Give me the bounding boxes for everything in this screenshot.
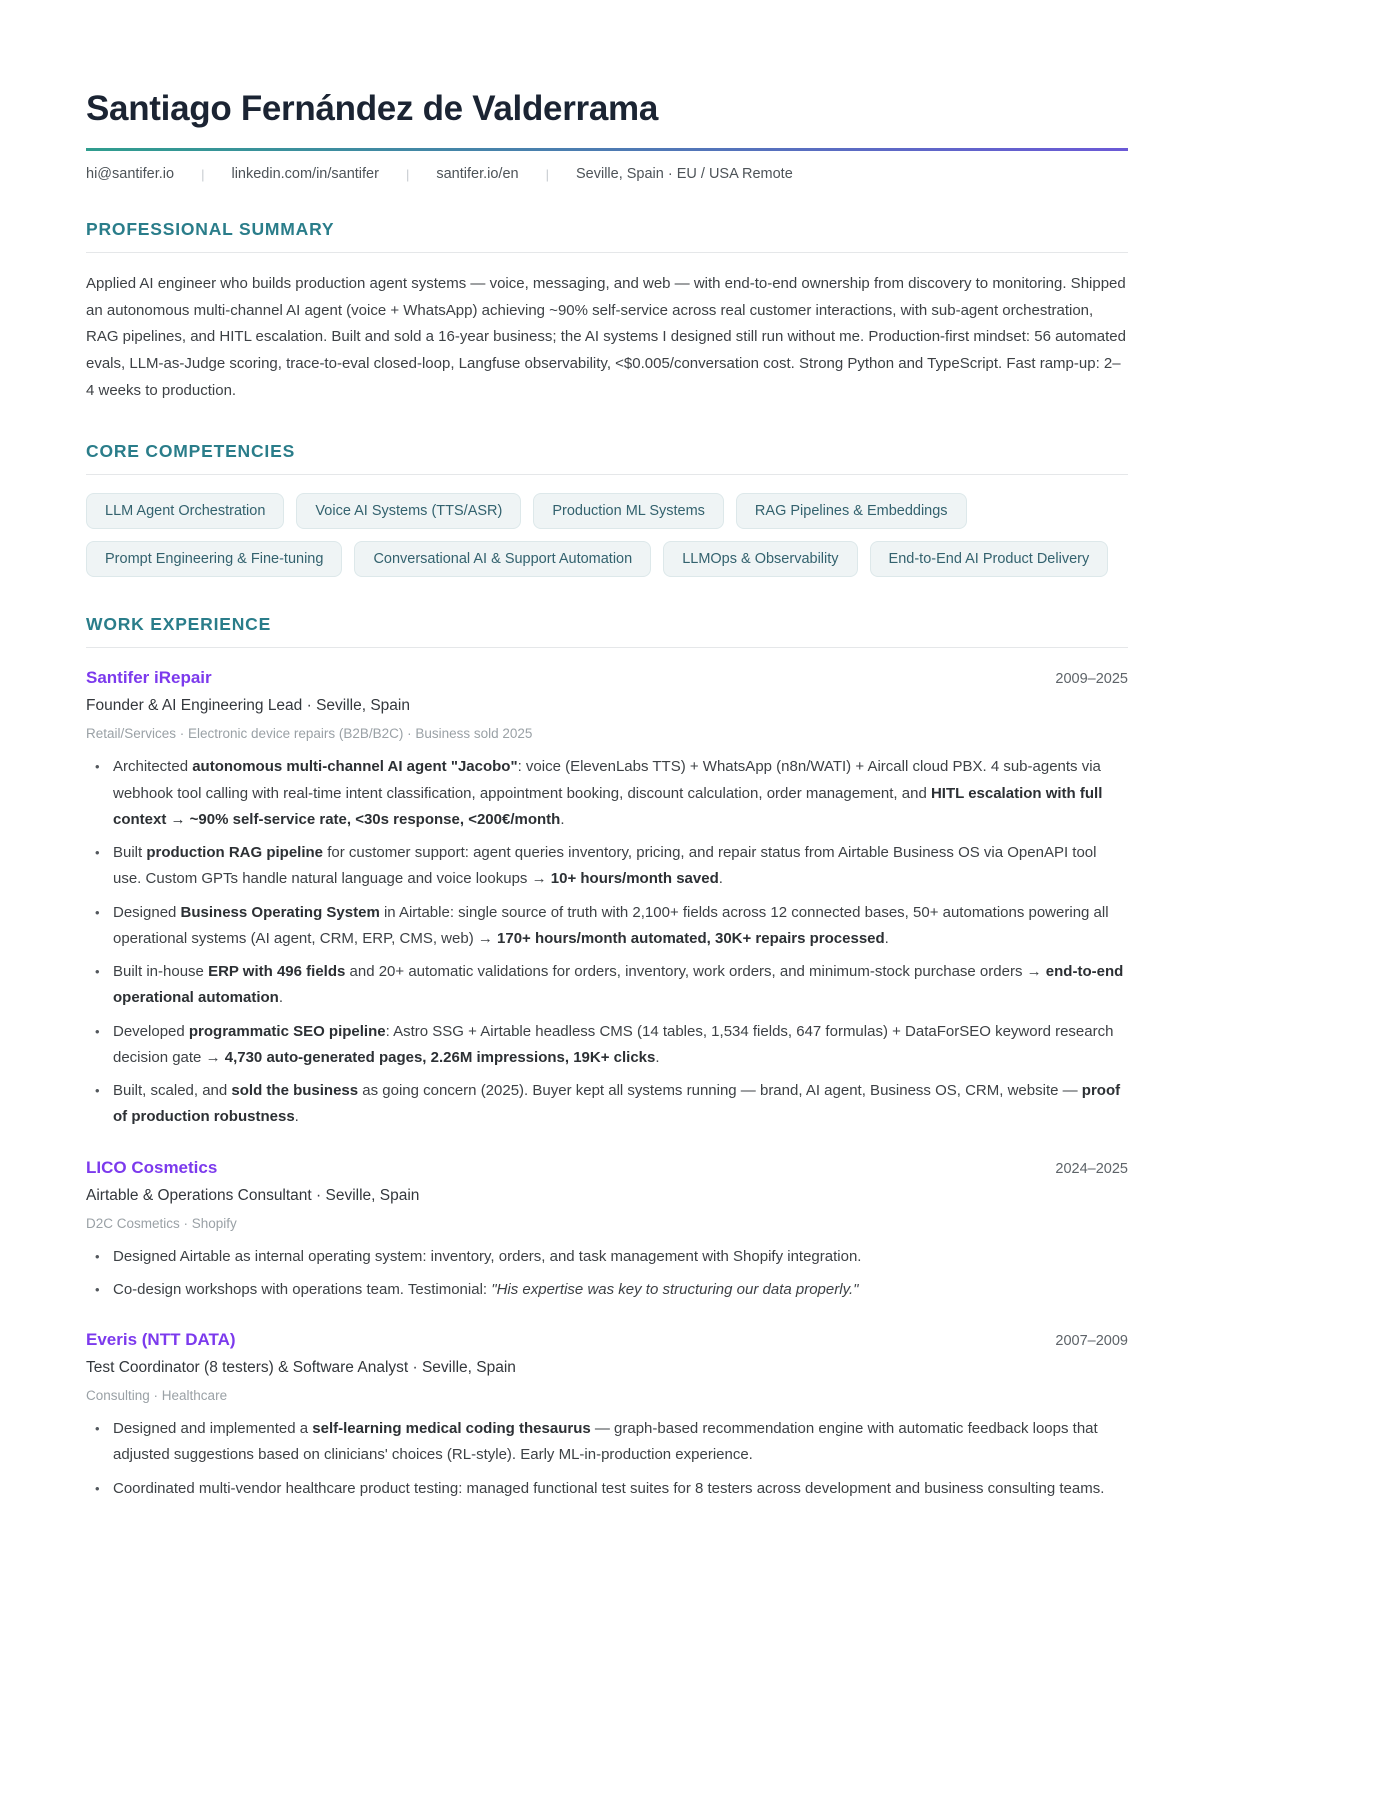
job-list (86, 668, 1128, 1502)
job-industry-meta: Retail/Services · Electronic device repairs (B2B/B2C) · Business sold 2025 (86, 726, 533, 742)
text-segment: production RAG pipeline (146, 844, 324, 862)
job-role-location: Founder & AI Engineering Lead · Seville, Spain (86, 697, 410, 715)
job-bullet (86, 1244, 1128, 1270)
contact-link[interactable]: hi@santifer.io (86, 166, 175, 182)
job-bullet (86, 1078, 1128, 1131)
job-role-location: Test Coordinator (8 testers) & Software Analyst · Seville, Spain (86, 1359, 516, 1377)
job-entry (86, 668, 1128, 1130)
contact-separator: | (405, 166, 410, 182)
text-segment: Coordinated multi-vendor healthcare product testing: managed functional test suites for 8 testers across development and business consulting teams. (113, 1479, 1105, 1497)
competency-pill: Voice AI Systems (TTS/ASR) (296, 493, 521, 529)
text-segment: Developed (113, 1022, 189, 1040)
text-segment: HITL escalation with full context → ~90% self-service rate, <30s response, <200€/month (113, 784, 1103, 828)
section-work-experience (86, 614, 1128, 1502)
text-segment: 170+ hours/month automated, 30K+ repairs processed (497, 929, 885, 947)
job-company-name: Santifer iRepair (86, 668, 212, 688)
text-segment: : voice (ElevenLabs TTS) + WhatsApp (n8n/WATI) + Aircall cloud PBX. 4 sub-agents via webhook tool calling with real-time intent classification, appointment booking, discount calculation, order management, and (113, 758, 1101, 802)
text-segment: . (278, 989, 284, 1007)
contact-separator: | (201, 166, 205, 182)
text-segment: 4,730 auto-generated pages, 2.26M impressions, 19K+ clicks (224, 1048, 656, 1066)
job-dates: 2007–2009 (1055, 1333, 1128, 1350)
job-bullet (86, 754, 1128, 833)
job-entry (86, 1158, 1128, 1304)
text-segment: self-learning medical coding thesaurus (312, 1420, 591, 1438)
text-segment: in Airtable: single source of truth with 2,100+ fields across 12 connected bases, 50+ automations powering all operational systems (AI agent, CRM, ERP, CMS, web) → (113, 903, 1109, 947)
text-segment: . (655, 1048, 660, 1066)
text-segment: Designed (113, 903, 181, 921)
job-bullet (86, 959, 1128, 1012)
text-segment: Co-design workshops with operations team. Testimonial: (113, 1280, 492, 1298)
section-core-competencies (86, 441, 1128, 577)
section-divider (86, 252, 1128, 253)
text-segment: : Astro SSG + Airtable headless CMS (14 tables, 1,534 fields, 647 formulas) + DataForSEO keyword research decision gate → (113, 1022, 1114, 1066)
competency-pill: LLMOps & Observability (663, 541, 857, 577)
competency-pill: End-to-End AI Product Delivery (870, 541, 1109, 577)
text-segment: Designed Airtable as internal operating system: inventory, orders, and task management with Shopify integration. (113, 1247, 862, 1265)
text-segment: Business Operating System (180, 903, 380, 921)
header-gradient-rule (86, 148, 1128, 151)
competency-pill: Prompt Engineering & Fine-tuning (86, 541, 342, 577)
contact-link[interactable]: santifer.io/en (436, 166, 519, 182)
job-industry-meta: D2C Cosmetics · Shopify (86, 1215, 237, 1231)
text-segment: Built, scaled, and (113, 1082, 232, 1100)
job-dates: 2009–2025 (1055, 671, 1128, 688)
text-segment: Designed and implemented a (113, 1420, 313, 1438)
job-header (86, 1158, 1128, 1178)
job-entry (86, 1330, 1128, 1502)
competency-pill: RAG Pipelines & Embeddings (736, 493, 967, 529)
text-segment: Built in-house (113, 963, 209, 981)
professional-summary-title: PROFESSIONAL SUMMARY (86, 219, 335, 239)
core-competencies-title: CORE COMPETENCIES (86, 441, 296, 462)
contact-separator: | (545, 166, 549, 182)
text-segment: autonomous multi-channel AI agent "Jacobo" (192, 758, 518, 776)
job-bullet (86, 1277, 1128, 1303)
job-dates: 2024–2025 (1055, 1160, 1128, 1177)
text-segment: . (718, 870, 723, 888)
job-company-name: LICO Cosmetics (86, 1157, 218, 1177)
job-header (86, 1330, 1128, 1350)
text-segment: sold the business (231, 1082, 359, 1100)
section-divider (86, 474, 1128, 475)
job-bullet (86, 840, 1128, 893)
job-industry-meta: Consulting · Healthcare (86, 1388, 228, 1404)
work-experience-title: WORK EXPERIENCE (86, 614, 272, 635)
section-professional-summary (86, 219, 1128, 404)
job-bullet (86, 1019, 1128, 1072)
text-segment: for customer support: agent queries inventory, pricing, and repair status from Airtable Business OS via OpenAPI tool use. Custom GPTs handle natural language and voice lookups → (113, 844, 1097, 888)
page-title: Santiago Fernández de Valderrama (86, 89, 658, 128)
contact-location: Seville, Spain · EU / USA Remote (575, 166, 793, 182)
job-bullet (86, 900, 1128, 953)
text-segment: — graph-based recommendation engine with automatic feedback loops that adjusted suggestions based on clinicians' choices (RL-style). Early ML-in-production experience. (113, 1420, 1098, 1464)
job-header (86, 668, 1128, 688)
job-bullet-list (86, 1416, 1128, 1502)
job-bullet (86, 1476, 1128, 1502)
job-company-name: Everis (NTT DATA) (86, 1330, 236, 1350)
section-divider (86, 647, 1128, 648)
text-segment: "His expertise was key to structuring our data properly." (491, 1280, 859, 1298)
text-segment: proof of production robustness (113, 1082, 1121, 1126)
text-segment: as going concern (2025). Buyer kept all systems running — brand, AI agent, Business OS, CRM, website — (358, 1082, 1082, 1100)
job-bullet-list (86, 754, 1128, 1130)
competency-pill: Production ML Systems (533, 493, 724, 529)
professional-summary-text: Applied AI engineer who builds production agent systems — voice, messaging, and web — with end-to-end ownership from discovery to monitoring. Shipped an autonomous multi-channel AI agent (voice + WhatsApp) achieving ~90% self-service across real customer interactions, with sub-agent orchestration, RAG pipelines, and HITL escalation. Built and sold a 16-year business; the AI systems I designed still run without me. Production-first mindset: 56 automated evals, LLM-as-Judge scoring, trace-to-eval closed-loop, Langfuse observability, <$0.005/conversation cost. Strong Python and TypeScript. Fast ramp-up: 2–4 weeks to production. (86, 275, 1126, 399)
resume-header (86, 88, 1128, 182)
text-segment: Built (113, 844, 147, 862)
text-segment: . (294, 1108, 299, 1126)
competency-pill: LLM Agent Orchestration (86, 493, 284, 529)
contact-link[interactable]: linkedin.com/in/santifer (231, 166, 379, 182)
text-segment: . (560, 810, 565, 828)
text-segment: end-to-end operational automation (113, 963, 1124, 1007)
competency-pill-list (86, 493, 1128, 577)
job-role-location: Airtable & Operations Consultant · Seville, Spain (86, 1186, 420, 1204)
text-segment: ERP with 496 fields (208, 963, 346, 981)
job-bullet-list (86, 1244, 1128, 1304)
competency-pill: Conversational AI & Support Automation (354, 541, 651, 577)
text-segment: . (884, 929, 889, 947)
text-segment: 10+ hours/month saved (550, 870, 719, 888)
text-segment: Architected (113, 758, 193, 776)
contact-bar (86, 166, 1128, 182)
job-bullet (86, 1416, 1128, 1469)
text-segment: programmatic SEO pipeline (188, 1022, 386, 1040)
text-segment: and 20+ automatic validations for orders, inventory, work orders, and minimum-stock purchase orders → (345, 963, 1046, 981)
